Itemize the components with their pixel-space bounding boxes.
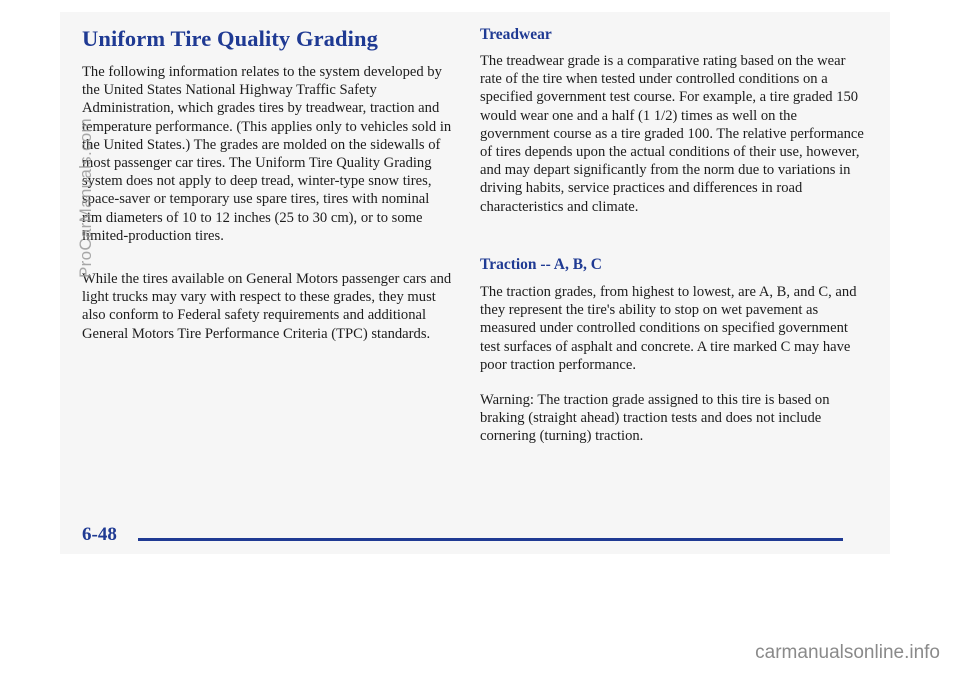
side-watermark: ProCarManuals.com bbox=[76, 117, 95, 279]
footer-watermark: carmanualsonline.info bbox=[755, 642, 940, 663]
manual-page bbox=[60, 12, 890, 554]
page-title: Uniform Tire Quality Grading bbox=[82, 26, 378, 51]
traction-paragraph: The traction grades, from highest to lowest, are A, B, and C, and they represent the tire's ability to stop on wet pavement as measured under controlled conditions on specified government test surfaces of asphalt and concrete. A tire marked C may have poor traction performance. bbox=[480, 284, 857, 373]
intro-paragraph: The following information relates to the system developed by the United States National Highway Traffic Safety Administration, which grades tires by treadwear, traction and temperature performance. (This applies only to vehicles sold in the United States.) The grades are molded on the sidewalls of most passenger car tires. The Uniform Tire Quality Grading system does not apply to deep tread, winter-type snow tires, space-saver or temporary use spare tires, tires with nominal rim diameters of 10 to 12 inches (25 to 30 cm), or to some limited-production tires. bbox=[82, 64, 452, 244]
treadwear-paragraph: The treadwear grade is a comparative rating based on the wear rate of the tire when tested under controlled conditions on a specified government test course. For example, a tire graded 150 would wear one and a half (1 1/2) times as well on the government course as a tire graded 100. The relative performance of tires depends upon the actual conditions of their use, however, and may depart significantly from the norm due to variations in driving habits, service practices and differences in road characteristics and climate. bbox=[480, 53, 864, 215]
gm-standards-paragraph: While the tires available on General Motors passenger cars and light trucks may vary with respect to these grades, they must also conform to Federal safety requirements and additional General Motors Tire Performance Criteria (TPC) standards. bbox=[82, 271, 452, 342]
treadwear-heading: Treadwear bbox=[480, 26, 552, 43]
traction-heading: Traction -- A, B, C bbox=[480, 256, 602, 273]
page-number: 6-48 bbox=[82, 524, 117, 545]
warning-paragraph: Warning: The traction grade assigned to this tire is based on braking (straight ahead) traction tests and does not include cornering (turning) traction. bbox=[480, 392, 830, 445]
footer-rule bbox=[138, 538, 843, 541]
